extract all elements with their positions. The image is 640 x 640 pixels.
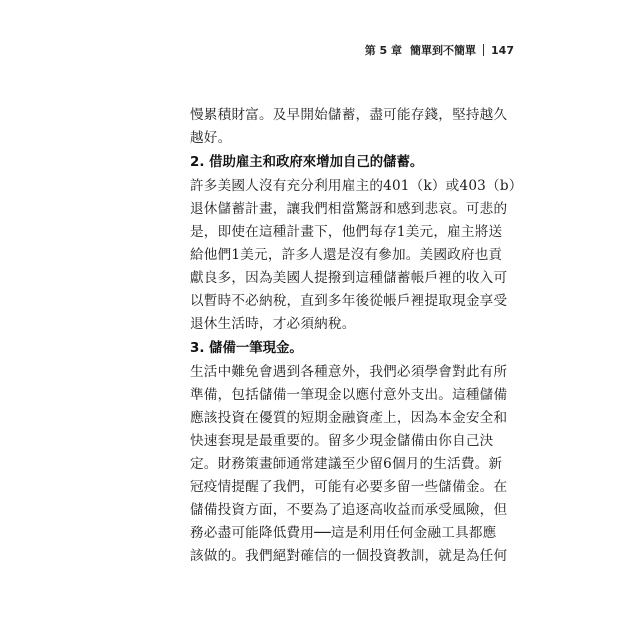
text-line: 退休生活時，才必須納稅。 [190,316,356,332]
running-header [365,42,514,58]
chapter-title: 簡單到不簡單 [410,44,477,57]
text-line: 儲備投資方面，不要為了追逐高收益而承受風險，但 [190,502,508,518]
text-line: 獻良多，因為美國人提撥到這種儲蓄帳戶裡的收入可 [190,270,508,286]
text-line: 快速套現是最重要的。留多少現金儲備由你自己決 [190,433,494,449]
text-line: 冠疫情提醒了我們，可能有必要多留一些儲備金。在 [190,479,508,495]
text-line: 慢累積財富。及早開始儲蓄，盡可能存錢，堅持越久 [190,107,508,123]
text-line: 務必盡可能降低費用──這是利用任何金融工具都應 [190,525,497,541]
text-line: 定。財務策畫師通常建議至少留6個月的生活費。新 [190,456,503,472]
chapter-number: 第 5 章 [364,44,403,57]
text-line: 是，即使在這種計畫下，他們每存1美元，雇主將送 [190,224,503,240]
text-line: 越好。 [190,130,232,146]
text-line: 給他們1美元，許多人還是沒有參加。美國政府也貢 [190,247,503,263]
text-line: 該做的。我們絕對確信的一個投資教訓，就是為任何 [190,548,508,564]
section-heading-2: 2. 借助雇主和政府來增加自己的儲蓄。 [190,155,424,170]
text-line: 以暫時不必納稅，直到多年後從帳戶裡提取現金享受 [190,293,508,309]
text-line: 許多美國人沒有充分利用雇主的401（k）或403（b） [190,178,523,194]
header-divider [483,44,484,56]
text-line: 準備，包括儲備一筆現金以應付意外支出。這種儲備 [190,387,508,403]
text-line: 生活中難免會遇到各種意外，我們必須學會對此有所 [190,364,508,380]
section-heading-3: 3. 儲備一筆現金。 [190,341,303,356]
text-line: 應該投資在優質的短期金融資產上，因為本金安全和 [190,410,508,426]
text-line: 退休儲蓄計畫，讓我們相當驚訝和感到悲哀。可悲的 [190,201,508,217]
body-text [190,104,523,568]
page-number: 147 [491,43,514,57]
